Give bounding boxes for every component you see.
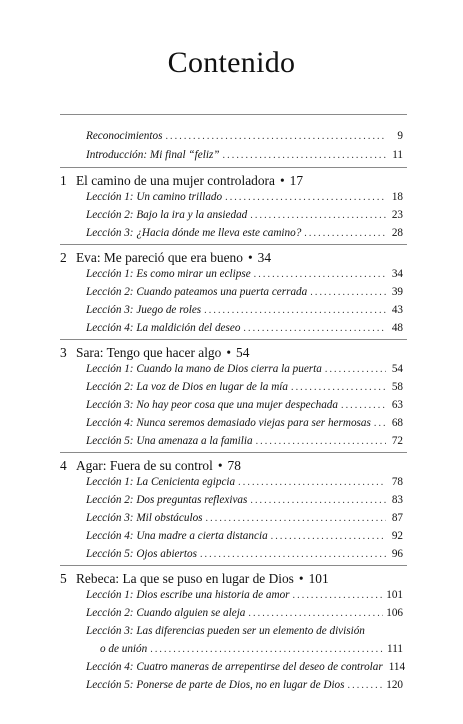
leader-dots: [254, 268, 386, 281]
entry-title: Lección 1: Dios escribe una historia de amor: [86, 589, 290, 601]
entry-page: 106: [386, 607, 403, 619]
entry-title: Introducción: Mi final “feliz”: [86, 149, 220, 161]
divider: [60, 452, 407, 453]
entry-title: Lección 2: La voz de Dios en lugar de la mía: [86, 381, 288, 393]
entry-page: 120: [386, 679, 403, 691]
leader-dots: [256, 435, 386, 448]
entry-page: 54: [391, 363, 403, 375]
entry-page: 78: [391, 476, 403, 488]
entry-page: 68: [391, 417, 403, 429]
leader-dots: [150, 643, 384, 656]
leader-dots: [206, 512, 386, 525]
entry-title: Lección 1: Es como mirar un eclipse: [86, 268, 251, 280]
entry-page: 87: [391, 512, 403, 524]
entry-page: 48: [391, 322, 403, 334]
leader-dots: [250, 209, 386, 222]
entry-title: Lección 2: Dos preguntas reflexivas: [86, 494, 248, 506]
leader-dots: [223, 149, 386, 162]
leader-dots: [204, 304, 386, 317]
chapter-page: 17: [289, 173, 304, 188]
leader-dots: [293, 589, 384, 602]
divider: [60, 244, 407, 245]
leader-dots: [374, 417, 386, 430]
toc-entry: [86, 268, 403, 281]
chapter-heading: [60, 458, 407, 474]
chapter-title: Rebeca: La que se puso en lugar de Dios: [76, 571, 294, 586]
chapter-number: 4: [60, 458, 67, 473]
entry-title: Lección 5: Ojos abiertos: [86, 548, 197, 560]
entry-page: 83: [391, 494, 403, 506]
toc-entry: [86, 286, 403, 299]
entry-title: Lección 3: No hay peor cosa que una mujer despechada: [86, 399, 338, 411]
leader-dots: [341, 399, 386, 412]
leader-dots: [325, 363, 386, 376]
entry-page: 72: [391, 435, 403, 447]
bullet: •: [226, 345, 232, 360]
chapter-title: Sara: Tengo que hacer algo: [76, 345, 222, 360]
toc-entry: [86, 304, 403, 317]
entry-page: 92: [391, 530, 403, 542]
entry-title: Lección 3: Las diferencias pueden ser un elemento de división: [86, 625, 365, 637]
entry-page: 63: [391, 399, 403, 411]
toc-entry: [86, 679, 403, 692]
entry-title: o de unión: [100, 643, 148, 655]
entry-title: Reconocimientos: [86, 130, 163, 142]
chapter-number: 2: [60, 250, 67, 265]
toc-entry: [86, 530, 403, 543]
chapter-page: 54: [236, 345, 250, 360]
toc-entry: [86, 512, 403, 525]
chapter-page: 34: [257, 250, 272, 265]
entry-title: Lección 4: La maldición del deseo: [86, 322, 241, 334]
entry-page: 111: [387, 643, 403, 655]
toc-entry: [86, 149, 403, 162]
bullet: •: [298, 571, 304, 586]
bullet: •: [247, 250, 253, 265]
entry-title: Lección 2: Bajo la ira y la ansiedad: [86, 209, 248, 221]
entry-title: Lección 3: ¿Hacia dónde me lleva este camino?: [86, 227, 302, 239]
divider: [60, 339, 407, 340]
chapter-number: 5: [60, 571, 67, 586]
toc-entry: [86, 435, 403, 448]
divider: [60, 114, 407, 115]
divider: [60, 565, 407, 566]
toc-entry: [86, 607, 403, 620]
divider: [60, 167, 407, 168]
leader-dots: [304, 227, 386, 240]
leader-dots: [310, 286, 386, 299]
toc-entry: [86, 130, 403, 143]
entry-page: 18: [391, 191, 403, 203]
leader-dots: [291, 381, 386, 394]
entry-page: 114: [388, 661, 406, 673]
toc-entry: [86, 476, 403, 489]
entry-title: Lección 1: Cuando la mano de Dios cierra la puerta: [86, 363, 322, 375]
leader-dots: [348, 679, 384, 692]
leader-dots: [200, 548, 386, 561]
entry-title: Lección 4: Una madre a cierta distancia: [86, 530, 268, 542]
leader-dots: [238, 476, 386, 489]
toc-entry: [86, 417, 403, 430]
chapter-heading: [60, 250, 407, 266]
chapter-heading: [60, 345, 407, 361]
bullet: •: [217, 458, 223, 473]
leader-dots: [165, 130, 386, 143]
toc-entry: [86, 661, 406, 674]
entry-page: 23: [391, 209, 403, 221]
entry-page: 28: [391, 227, 403, 239]
toc-entry: [86, 399, 403, 412]
entry-title: Lección 1: La Cenicienta egipcia: [86, 476, 236, 488]
toc-entry: [86, 548, 403, 561]
entry-page: 58: [391, 381, 403, 393]
entry-title: Lección 3: Mil obstáculos: [86, 512, 203, 524]
toc-entry: [86, 494, 403, 507]
chapter-page: 78: [227, 458, 241, 473]
entry-title: Lección 5: Ponerse de parte de Dios, no en lugar de Dios: [86, 679, 345, 691]
toc-entry: [86, 363, 403, 376]
entry-page: 34: [391, 268, 403, 280]
leader-dots: [250, 494, 386, 507]
chapter-title: Eva: Me pareció que era bueno: [76, 250, 243, 265]
toc-entry: [86, 209, 403, 222]
entry-page: 9: [397, 130, 403, 142]
entry-page: 43: [391, 304, 403, 316]
entry-page: 39: [391, 286, 403, 298]
chapter-title: El camino de una mujer controladora: [76, 173, 275, 188]
chapter-page: 101: [308, 571, 329, 586]
bullet: •: [279, 173, 285, 188]
toc-entry: [86, 381, 403, 394]
entry-page: 96: [391, 548, 403, 560]
entry-title: Lección 5: Una amenaza a la familia: [86, 435, 253, 447]
toc-entry: [86, 625, 403, 638]
chapter-title: Agar: Fuera de su control: [76, 458, 213, 473]
toc-entry: [86, 227, 403, 240]
leader-dots: [248, 607, 383, 620]
leader-dots: [243, 322, 386, 335]
entry-title: Lección 1: Un camino trillado: [86, 191, 223, 203]
chapter-number: 3: [60, 345, 67, 360]
entry-title: Lección 2: Cuando alguien se aleja: [86, 607, 246, 619]
chapter-number: 1: [60, 173, 67, 188]
toc-entry-continuation: [100, 643, 403, 656]
toc-entry: [86, 191, 403, 204]
chapter-heading: [60, 173, 407, 189]
leader-dots: [225, 191, 386, 204]
entry-title: Lección 3: Juego de roles: [86, 304, 202, 316]
page-title: Contenido: [167, 46, 296, 79]
entry-title: Lección 2: Cuando pateamos una puerta cerrada: [86, 286, 308, 298]
leader-dots: [271, 530, 386, 543]
entry-title: Lección 4: Nunca seremos demasiado viejas para ser hermosas: [86, 417, 371, 429]
entry-page: 11: [392, 149, 403, 161]
toc-entry: [86, 589, 403, 602]
chapter-heading: [60, 571, 407, 587]
toc-entry: [86, 322, 403, 335]
entry-title: Lección 4: Cuatro maneras de arrepentirse del deseo de controlar: [86, 661, 383, 673]
entry-page: 101: [386, 589, 403, 601]
